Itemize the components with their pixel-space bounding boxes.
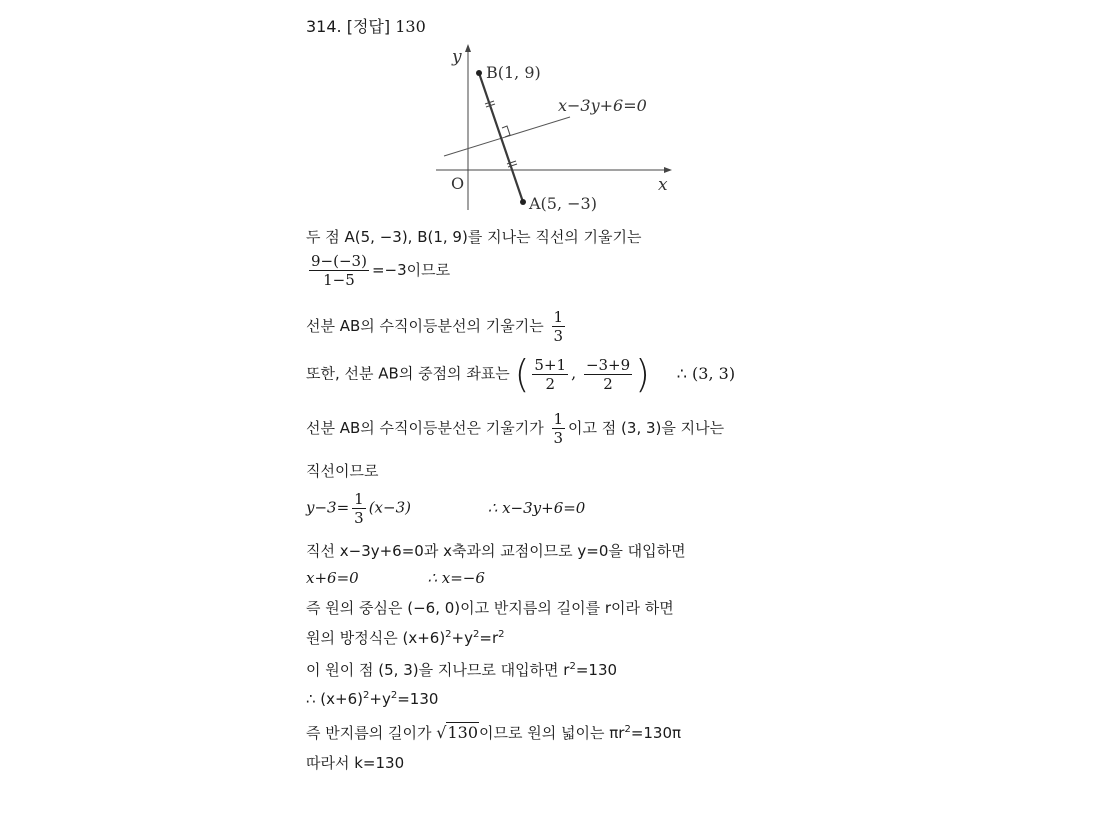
solution-line-4: 또한, 선분 AB의 중점의 좌표는 ( $\frac{5+1}{2}$ , $\frac{-3+9}{2}$ ) ∴ (3, 3) bbox=[306, 352, 736, 396]
point-a-dot bbox=[520, 199, 526, 205]
y-axis-label: y bbox=[452, 47, 462, 67]
point-a-label: A(5, −3) bbox=[529, 194, 597, 213]
coordinate-graph bbox=[430, 40, 680, 220]
solution-line-2: $\frac{9-(-3)}{1-5}$ =−3이므로 bbox=[311, 252, 451, 289]
y-axis-arrow bbox=[465, 44, 471, 52]
answer-value: 130 bbox=[395, 17, 426, 36]
segment-ab bbox=[479, 73, 523, 202]
solution-line-5: 선분 AB의 수직이등분선은 기울기가 $\frac{1}{3}$ 이고 점 (3, 3)을 지나는 bbox=[306, 410, 725, 447]
solution-line-11: 원의 방정식은 $(x+6)^2+y^2=r^2$ bbox=[306, 629, 505, 647]
line-equation-label: x−3y+6=0 bbox=[558, 96, 647, 115]
solution-line-13: ∴ $(x+6)^2+y^2=130$ bbox=[306, 690, 439, 708]
point-b-label: B(1, 9) bbox=[486, 63, 541, 82]
solution-line-9: x+6=0 ∴ x=−6 bbox=[306, 569, 485, 587]
solution-line-10: 즉 원의 중심은 (−6, 0)이고 반지름의 길이를 r이라 하면 bbox=[306, 599, 674, 617]
solution-line-3: 선분 AB의 수직이등분선의 기울기는 $\frac{1}{3}$ bbox=[306, 308, 564, 345]
solution-line-7: y−3= $\frac{1}{3}$ (x−3) ∴ x−3y+6=0 bbox=[306, 490, 586, 527]
x-axis-arrow bbox=[664, 167, 672, 173]
x-axis-label: x bbox=[658, 175, 668, 195]
origin-label: O bbox=[451, 174, 465, 193]
solution-line-1: 두 점 A(5, −3), B(1, 9)를 지나는 직선의 기울기는 bbox=[306, 228, 642, 246]
solution-line-15: 따라서 k=130 bbox=[306, 754, 405, 772]
right-angle-mark bbox=[502, 126, 510, 137]
solution-line-8: 직선 x−3y+6=0과 x축과의 교점이므로 y=0을 대입하면 bbox=[306, 542, 686, 560]
slope-fraction: $\frac{9-(-3)}{1-5}$ bbox=[311, 252, 367, 289]
problem-header bbox=[306, 14, 426, 37]
answer-tag: [정답] bbox=[346, 17, 391, 36]
problem-number: 314. bbox=[306, 17, 342, 36]
solution-line-12: 이 원이 점 (5, 3)을 지나므로 대입하면 $r^2=130$ bbox=[306, 661, 618, 679]
solution-line-6: 직선이므로 bbox=[306, 462, 379, 480]
point-b-dot bbox=[476, 70, 482, 76]
solution-line-14: 즉 반지름의 길이가 √130이므로 원의 넓이는 $\pi r^2=130\pi$ bbox=[306, 723, 682, 742]
